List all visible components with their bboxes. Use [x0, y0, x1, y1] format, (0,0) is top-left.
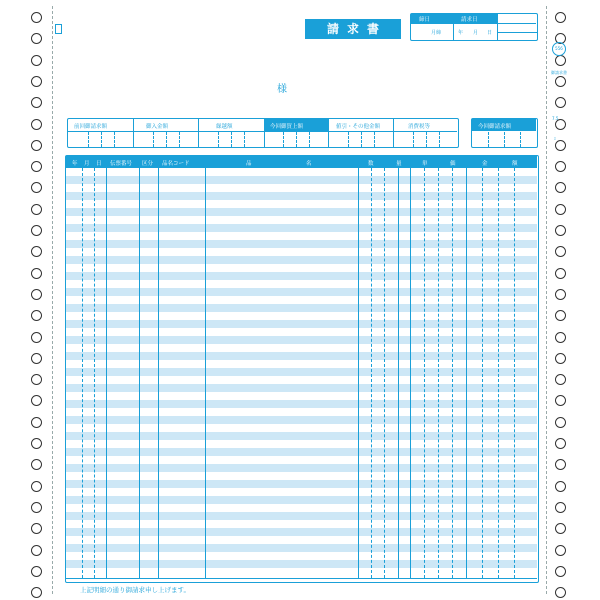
detail-table	[65, 155, 539, 594]
tractor-hole	[555, 246, 566, 257]
col-amount-2: 額	[512, 161, 518, 167]
tractor-hole	[555, 523, 566, 534]
invoice-date-label: 請求日	[461, 17, 478, 23]
tractor-hole	[31, 374, 42, 385]
tractor-hole	[555, 502, 566, 513]
tractor-hole	[31, 140, 42, 151]
tractor-hole	[555, 76, 566, 87]
col-item-name-2: 名	[306, 161, 312, 167]
col-slip-number: 伝票番号	[110, 161, 133, 167]
tractor-hole	[31, 310, 42, 321]
tractor-hole	[555, 332, 566, 343]
tractor-hole	[555, 97, 566, 108]
tractor-hole	[555, 438, 566, 449]
col-qty-2: 量	[396, 161, 402, 167]
col-amount-1: 金	[482, 161, 488, 167]
col-qty-1: 数	[368, 161, 374, 167]
form-title: 請求書	[305, 19, 401, 39]
right-margin-text-2: 7.5	[552, 116, 559, 121]
tractor-hole	[555, 395, 566, 406]
tractor-hole	[31, 459, 42, 470]
tractor-hole	[31, 12, 42, 23]
tractor-hole	[555, 140, 566, 151]
tractor-hole	[555, 459, 566, 470]
tractor-hole	[31, 161, 42, 172]
total-label: 今回御請求額	[478, 124, 512, 130]
tractor-hole	[31, 246, 42, 257]
tractor-hole	[555, 161, 566, 172]
tractor-hole	[31, 76, 42, 87]
footer-note: 上記明細の通り御請求申し上げます。	[80, 586, 190, 594]
tractor-hole	[31, 438, 42, 449]
total-box	[471, 118, 538, 148]
right-margin-stamp: 556	[552, 42, 566, 56]
col-category: 区分	[142, 161, 154, 167]
tractor-hole	[31, 268, 42, 279]
day-label: 日	[487, 30, 493, 36]
tractor-hole	[31, 523, 42, 534]
summary-carryover-label: 繰越額	[216, 124, 233, 130]
tractor-hole	[31, 225, 42, 236]
month-close-label: 月締	[431, 30, 442, 36]
tractor-hole	[555, 481, 566, 492]
tractor-hole	[555, 289, 566, 300]
tractor-hole	[31, 587, 42, 598]
tractor-hole	[555, 12, 566, 23]
summary-payment-label: 御入金額	[146, 124, 169, 130]
tractor-hole	[31, 119, 42, 130]
col-day: 日	[96, 161, 102, 167]
left-perforation	[52, 6, 53, 594]
tractor-hole	[31, 289, 42, 300]
right-margin-text-1: 御請求書	[551, 70, 567, 75]
right-margin-text-3: ｴ	[554, 136, 556, 141]
right-perforation	[546, 6, 547, 594]
col-item-name-1: 品	[246, 161, 252, 167]
tractor-hole	[555, 587, 566, 598]
tractor-hole	[555, 55, 566, 66]
tractor-hole	[555, 545, 566, 556]
summary-purchase-label: 今回御買上額	[270, 124, 304, 130]
corner-mark	[55, 24, 62, 34]
col-month: 月	[84, 161, 90, 167]
tractor-hole	[31, 33, 42, 44]
year-label: 年	[458, 30, 464, 36]
tractor-hole	[31, 204, 42, 215]
tractor-hole	[555, 566, 566, 577]
tractor-hole	[31, 417, 42, 428]
tractor-hole	[555, 268, 566, 279]
tractor-hole	[555, 182, 566, 193]
summary-box	[67, 118, 459, 148]
tractor-hole	[31, 395, 42, 406]
tractor-hole	[31, 55, 42, 66]
col-item-code: 品名コード	[162, 161, 190, 167]
tractor-hole	[555, 417, 566, 428]
tractor-hole	[31, 502, 42, 513]
addressee-honorific: 様	[277, 84, 287, 95]
tractor-hole	[555, 374, 566, 385]
tractor-hole	[31, 481, 42, 492]
col-year: 年	[72, 161, 78, 167]
tractor-hole	[31, 545, 42, 556]
date-header-box	[410, 13, 538, 41]
month-label: 月	[473, 30, 479, 36]
closing-date-label: 締日	[419, 17, 431, 23]
tractor-hole	[31, 182, 42, 193]
tractor-hole	[555, 353, 566, 364]
col-price-2: 価	[450, 161, 456, 167]
summary-prev-label: 前回御請求額	[74, 124, 108, 130]
tractor-hole	[31, 332, 42, 343]
summary-discount-label: 値引・その他金額	[336, 124, 381, 130]
tractor-hole	[31, 566, 42, 577]
tractor-hole	[555, 225, 566, 236]
tractor-hole	[31, 97, 42, 108]
tractor-hole	[31, 353, 42, 364]
col-price-1: 単	[422, 161, 428, 167]
summary-tax-label: 消費税等	[408, 124, 431, 130]
tractor-hole	[555, 204, 566, 215]
tractor-hole	[555, 310, 566, 321]
